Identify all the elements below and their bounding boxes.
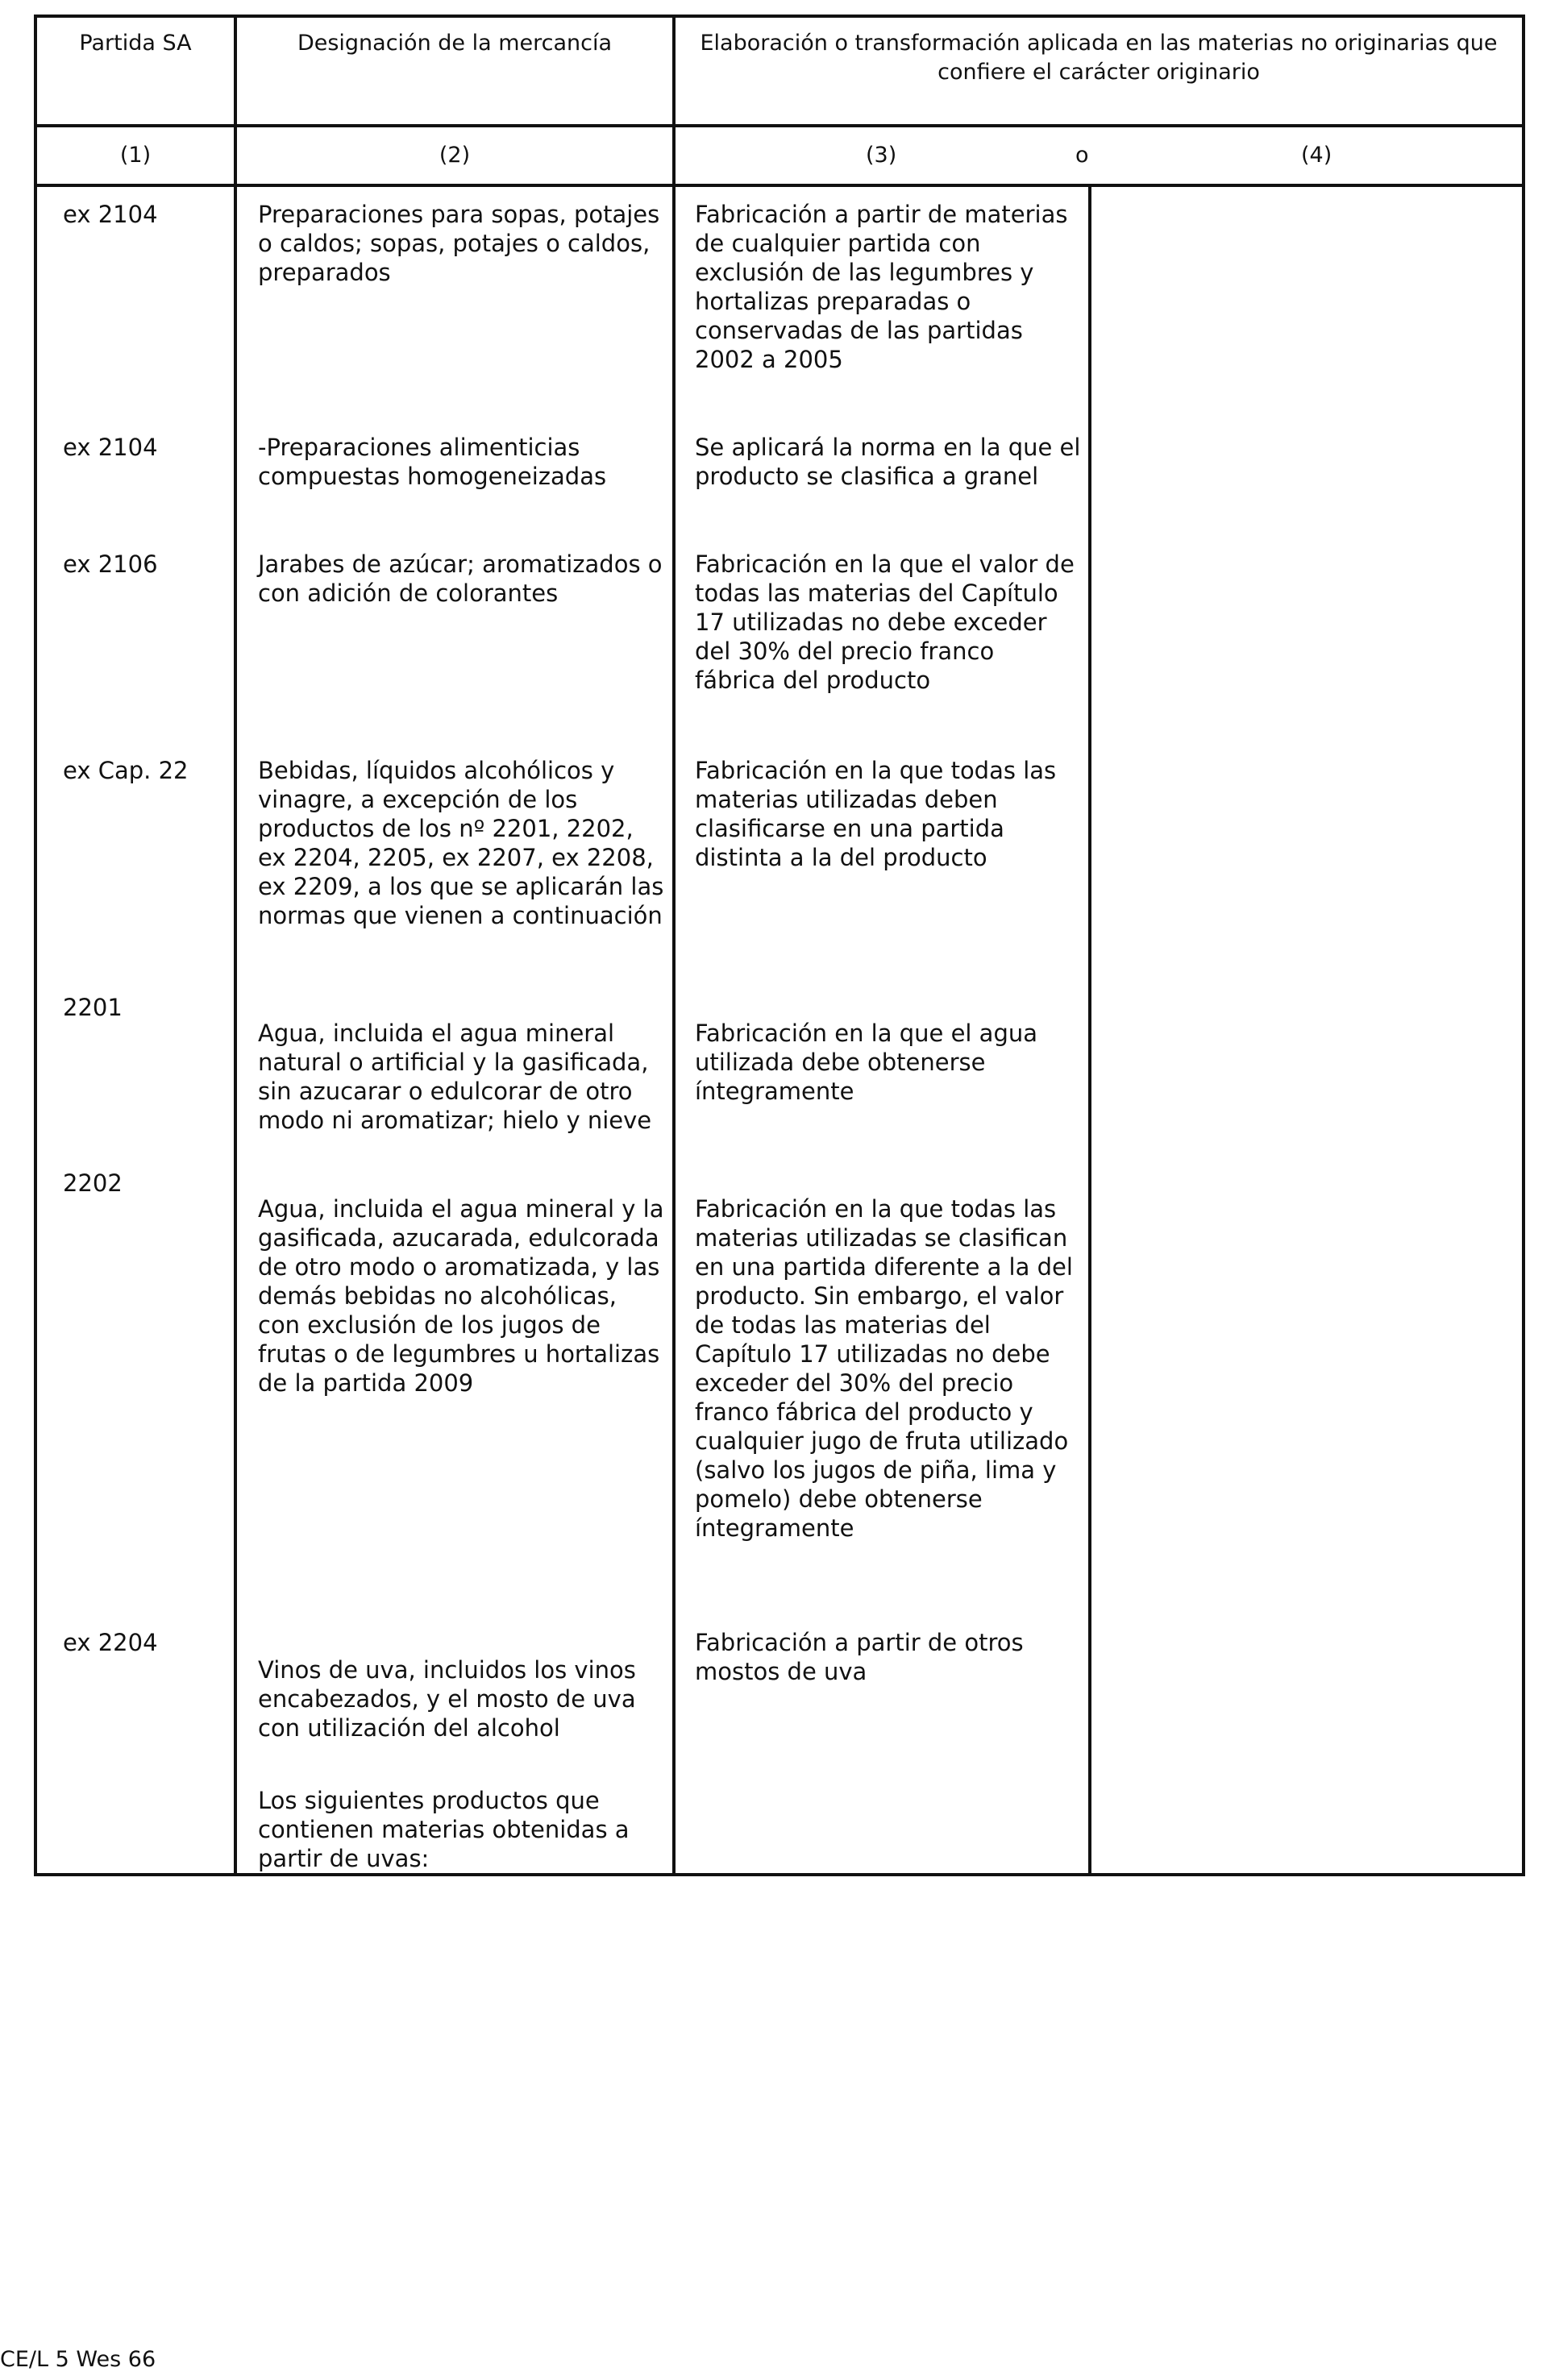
header-partida-sa: Partida SA xyxy=(35,16,235,126)
row-designation: Bebidas, líquidos alcohólicos y vinagre, a excepción de los productos de los nº 2201, 2202, ex 2204, 2205, ex 2207, ex 2208, ex 2209, a los que se aplicarán las normas que vienen a continuación xyxy=(258,757,664,929)
row-code: 2201 xyxy=(63,994,123,1021)
column-number-4: (4) xyxy=(1301,143,1332,168)
page-footer: CE/L 5 Wes 66 xyxy=(0,2347,156,2372)
column-4-divider xyxy=(1088,187,1091,1873)
row-designation: -Preparaciones alimenticias compuestas homogeneizadas xyxy=(258,434,607,490)
row-designation-extra: Los siguientes productos que contienen materias obtenidas a partir de uvas: xyxy=(258,1787,630,1872)
codes-column xyxy=(35,185,235,1875)
row-designation: Agua, incluida el agua mineral y la gasificada, azucarada, edulcorada de otro modo o aromatizada, y las demás bebidas no alcohólicas, con exclusión de los jugos de frutas o de legumbres u hortalizas de la partida 2009 xyxy=(258,1195,664,1397)
body-row xyxy=(35,185,1524,1875)
row-designation: Jarabes de azúcar; aromatizados o con adición de colorantes xyxy=(258,550,663,607)
header-designacion: Designación de la mercancía xyxy=(235,16,674,126)
designation-column xyxy=(235,185,674,1875)
row-code: ex 2104 xyxy=(63,434,158,461)
row-code: ex Cap. 22 xyxy=(63,757,189,784)
column-number-row xyxy=(35,126,1524,185)
row-rule: Fabricación en la que el valor de todas las materias del Capítulo 17 utilizadas no debe exceder del 30% del precio franco fábrica del producto xyxy=(695,550,1075,694)
row-rule: Fabricación a partir de materias de cualquier partida con exclusión de las legumbres y hortalizas preparadas o conservadas de las partidas 2002 a 2005 xyxy=(695,201,1068,373)
column-number-1: (1) xyxy=(35,126,235,185)
column-number-3: (3) xyxy=(866,143,897,168)
column-or: o xyxy=(1075,143,1089,168)
header-elaboracion: Elaboración o transformación aplicada en las materias no originarias que confiere el carácter originario xyxy=(674,16,1524,126)
row-designation: Agua, incluida el agua mineral natural o artificial y la gasificada, sin azucarar o edulcorar de otro modo ni aromatizar; hielo y nieve xyxy=(258,1020,652,1134)
row-rule: Fabricación en la que todas las materias utilizadas deben clasificarse en una partida distinta a la del producto xyxy=(695,757,1057,871)
rule-column xyxy=(674,185,1524,1875)
row-code: ex 2104 xyxy=(63,201,158,228)
row-designation: Preparaciones para sopas, potajes o caldos; sopas, potajes o caldos, preparados xyxy=(258,201,660,286)
row-rule: Se aplicará la norma en la que el producto se clasifica a granel xyxy=(695,434,1081,490)
rules-of-origin-table xyxy=(34,15,1525,1876)
header-row xyxy=(35,16,1524,126)
column-number-3-4 xyxy=(674,126,1524,185)
row-code: ex 2106 xyxy=(63,550,158,578)
row-designation: Vinos de uva, incluidos los vinos encabezados, y el mosto de uva con utilización del alcohol xyxy=(258,1656,636,1742)
row-rule: Fabricación a partir de otros mostos de uva xyxy=(695,1629,1024,1685)
column-number-2: (2) xyxy=(235,126,674,185)
row-code: ex 2204 xyxy=(63,1629,158,1656)
row-rule: Fabricación en la que todas las materias utilizadas se clasifican en una partida diferente a la del producto. Sin embargo, el valor de todas las materias del Capítulo 17 utilizadas no debe exceder del 30% del precio franco fábrica del producto y cualquier jugo de fruta utilizado (salvo los jugos de piña, lima y pomelo) debe obtenerse íntegramente xyxy=(695,1195,1073,1542)
row-code: 2202 xyxy=(63,1169,123,1197)
row-rule: Fabricación en la que el agua utilizada debe obtenerse íntegramente xyxy=(695,1020,1038,1105)
